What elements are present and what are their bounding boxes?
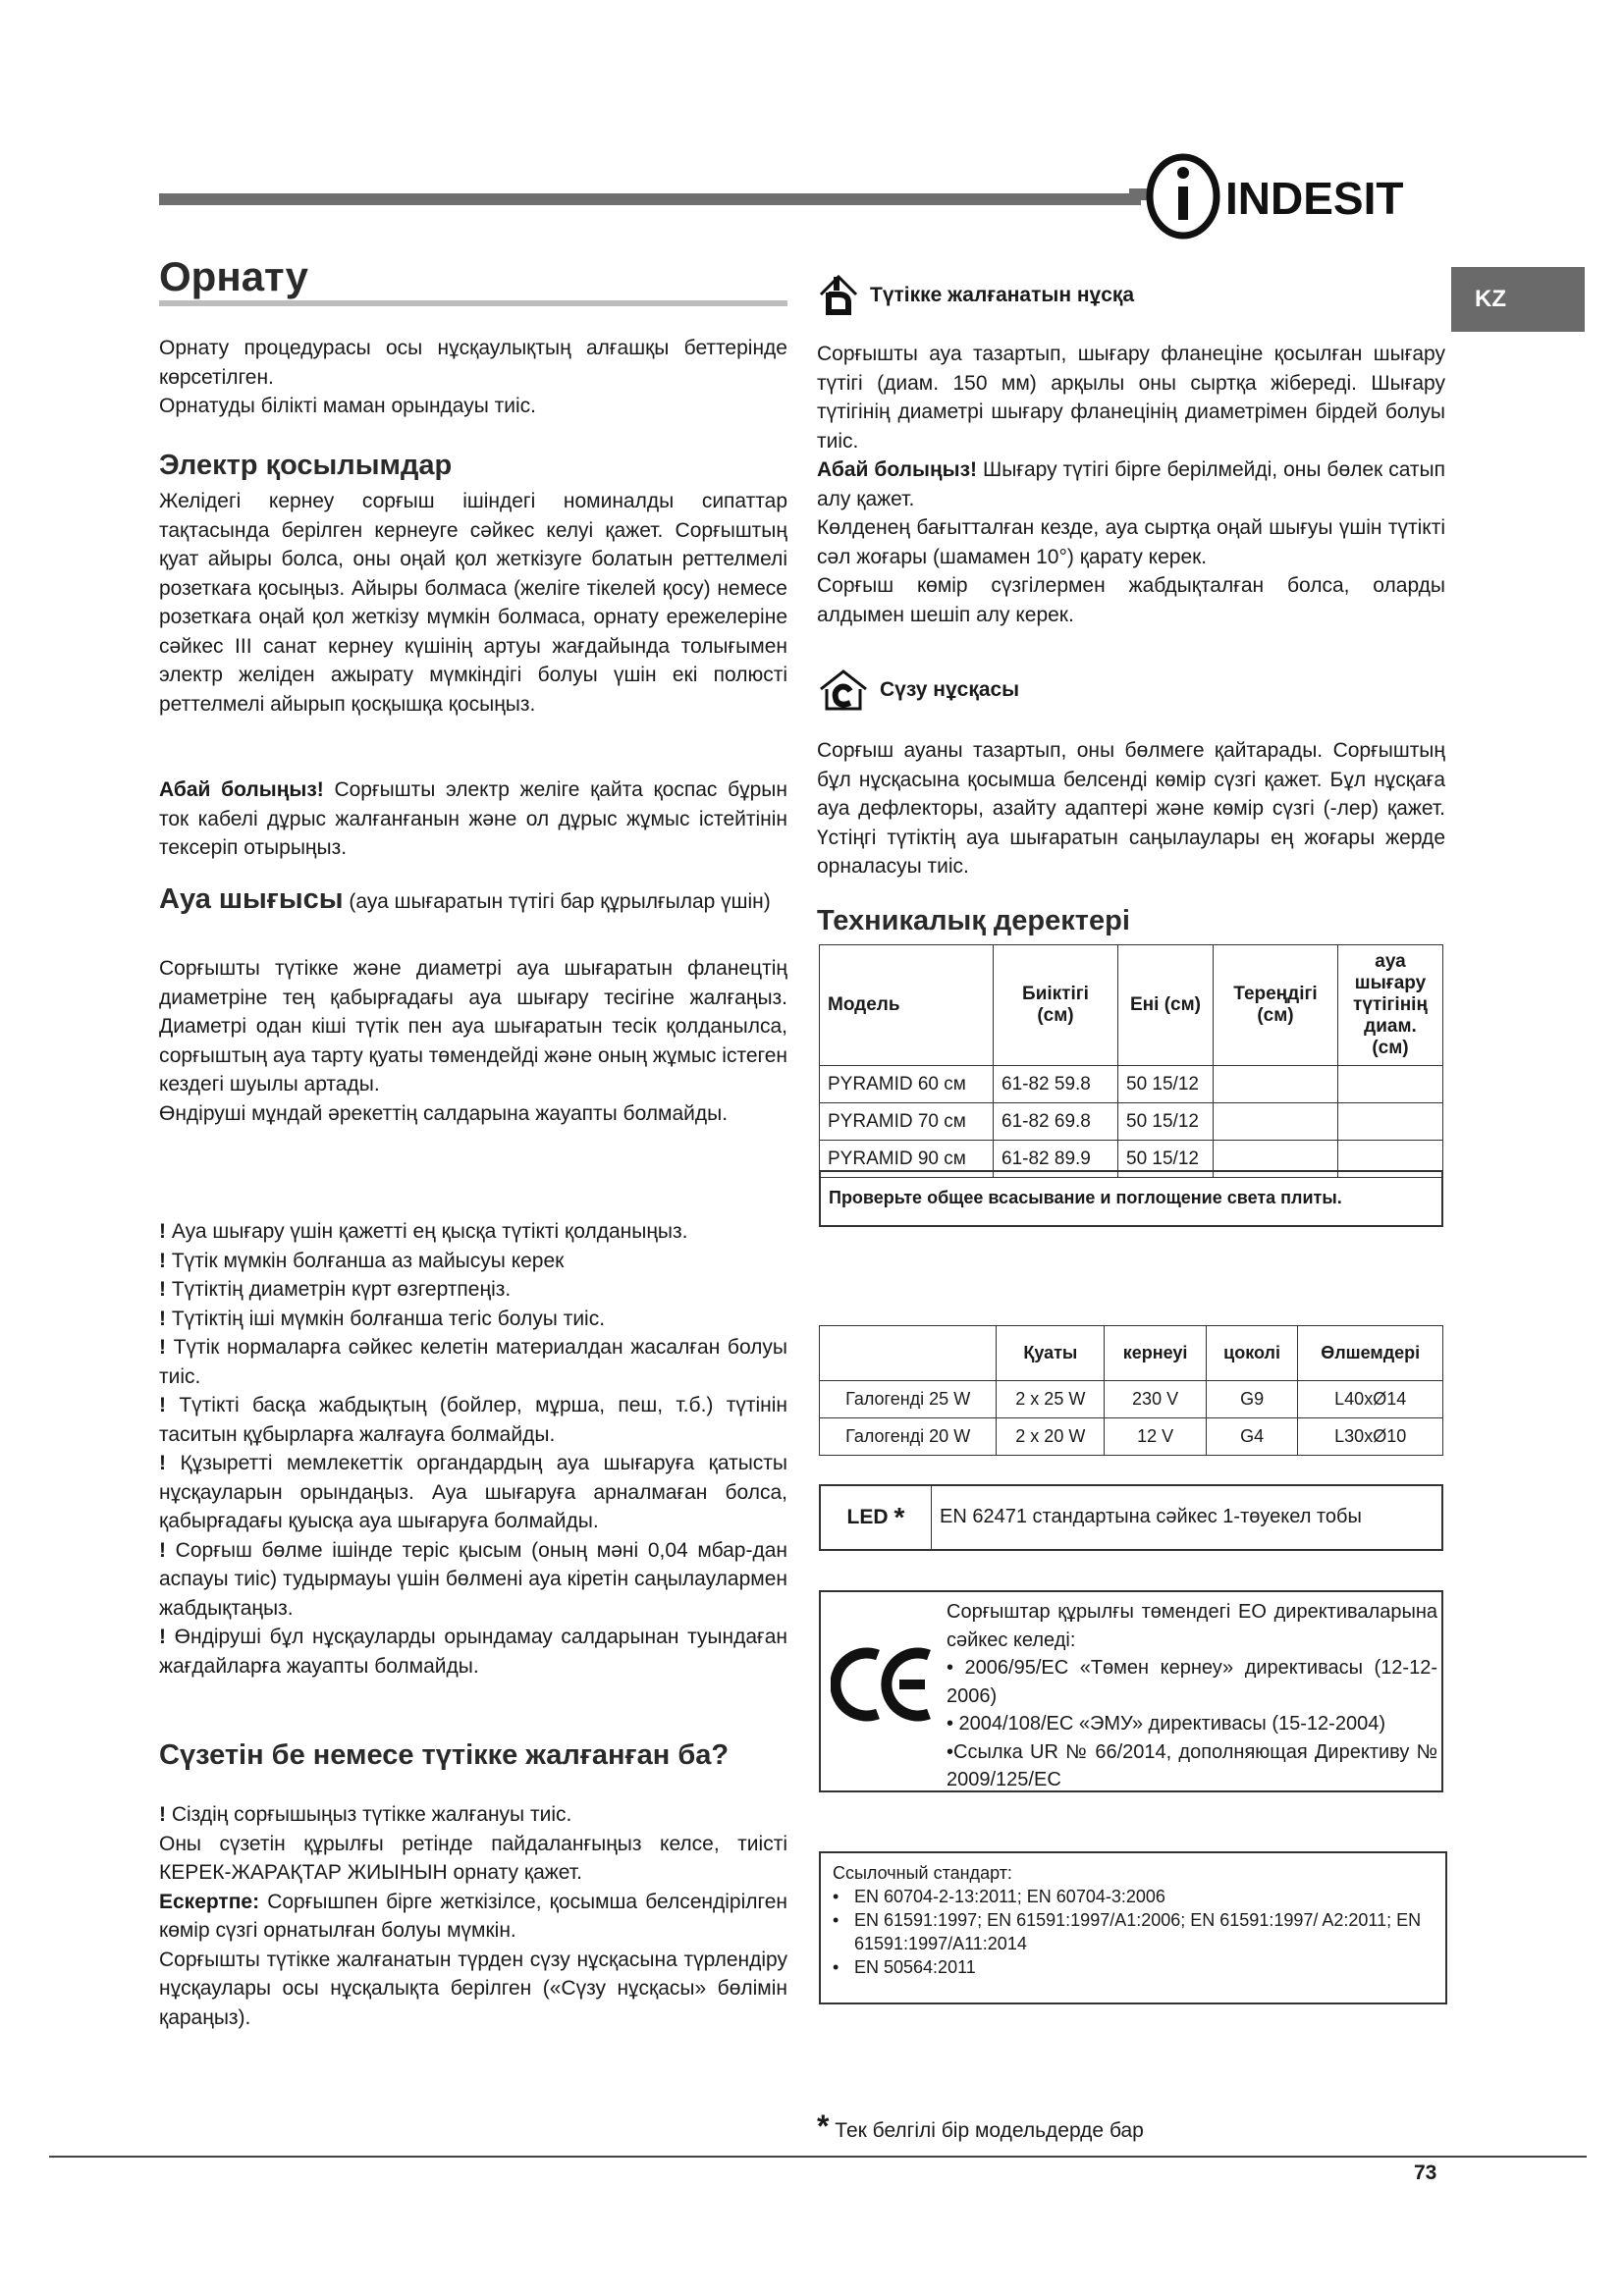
standard-item: • EN 50564:2011 xyxy=(833,1957,976,1977)
air-notes xyxy=(159,1217,787,1681)
warning-text: Сорғышты электр желіге қайта қоспас бұрын ток кабелі дұрыс жалғанғанын және ол дұрыс жұмыс істейтінін тексеріп отырыңыз. xyxy=(159,778,787,859)
col-width: Ені (см) xyxy=(1118,945,1214,1066)
ce-box xyxy=(819,1590,1443,1792)
tech-heading: Техникалық деректері xyxy=(817,905,1130,936)
ce-line: • 2004/108/EC «ЭМУ» директивасы (15-12-2004) xyxy=(947,1713,1385,1735)
led-label: LED xyxy=(846,1506,889,1528)
filter-heading: Сүзу нұсқасы xyxy=(880,678,1020,701)
note-item: ! Құзыретті мемлекеттік органдардың ауа шығаруға қатысты нұсқауларын орындаңыз. Ауа шығаруға арналмаған болса, қабырғадағы қуысқа ауа шығаруға болмайды. xyxy=(159,1452,788,1532)
filter-text-2: Сорғышты түтікке жалғанатын түрден сүзу нұсқасына түрлендіру нұсқаулары осы нұсқалықта берілген («Сүзу нұсқасы» бөлімін қараңыз). xyxy=(159,1948,787,2029)
ce-line: •Ссылка UR № 66/2014, дополняющая Директиву № 2009/125/EC xyxy=(947,1740,1437,1790)
note-item: ! Түтік нормаларға сәйкес келетін материалдан жасалған болуы тиіс. xyxy=(159,1336,788,1388)
table-header-row: Қуаты кернеуі цоколі Өлшемдері xyxy=(820,1326,1443,1381)
header-rule xyxy=(159,193,1141,205)
note-item: ! Түтікті басқа жабдықтың (бойлер, мұрша, пеш, т.б.) түтінін таситын құбырларға жалғауға болмайды. xyxy=(159,1394,787,1446)
title-underline xyxy=(159,300,787,306)
table-row: PYRAMID 60 см 61-82 59.8 50 15/12 xyxy=(820,1066,1443,1103)
ce-line: Сорғыштар құрылғы төмендегі ЕО директиваларына сәйкес келеді: xyxy=(947,1601,1437,1651)
footer-rule xyxy=(49,2156,1587,2158)
standard-item: • EN 60704-2-13:2011; EN 60704-3:2006 xyxy=(833,1887,1165,1906)
filter-block xyxy=(817,736,1445,881)
standard-item: • EN 61591:1997; EN 61591:1997/A1:2006; EN 61591:1997/ A2:2011; EN 61591:1997/A11:2014 xyxy=(833,1910,1422,1953)
note-item: ! Сорғыш бөлме ішінде теріс қысым (оның мәні 0,04 мбар-дан аспауы тиіс) тудырмауы үшін бөлмені ауа кіретін саңылаулармен жабдықтаңыз. xyxy=(159,1538,787,1620)
duct-block xyxy=(817,340,1445,629)
note-label: Ескертпе: xyxy=(159,1890,260,1913)
electric-heading: Электр қосылымдар xyxy=(159,450,453,481)
table-row: PYRAMID 70 см 61-82 69.8 50 15/12 xyxy=(820,1103,1443,1141)
duct-version-icon xyxy=(817,273,860,318)
duct-text-3: Сорғыш көмір сүзгілермен жабдықталған болса, оларды алдымен шешіп алу керек. xyxy=(817,574,1445,626)
filter-text: Сорғыш ауаны тазартып, оны бөлмеге қайтарады. Сорғыштың бұл нұсқасына қосымша белсенді көмір сүзгі қажет. Бұл нұсқаға ауа дефлекторы, азайту адаптері және көмір сүзгі (-лер) қажет. Үстіңгі түтіктің ауа шығаратын саңылаулары ең жоғары жерде орналасуы тиіс. xyxy=(817,739,1445,878)
air-heading-note: (ауа шығаратын түтігі бар құрылғылар үшін) xyxy=(343,890,771,913)
air-heading-block xyxy=(159,885,787,917)
tech-table xyxy=(819,944,1443,1178)
indesit-logo xyxy=(1129,147,1453,245)
filter-question-heading: Сүзетін бе немесе түтікке жалғанған ба? xyxy=(159,1739,730,1771)
standards-box xyxy=(819,1851,1447,2004)
led-box xyxy=(819,1484,1443,1551)
filter-text-1: Оны сүзетін құрылғы ретінде пайдаланғыңыз келсе, тиісті КЕРЕК-ЖАРАҚТАР ЖИЫНЫН орнату қажет. xyxy=(159,1832,787,1884)
air-block xyxy=(159,954,787,1128)
ce-mark-icon xyxy=(831,1645,939,1724)
note-text: Сорғышпен бірге жеткізілсе, қосымша белсендірілген көмір сүзгі орнатылған болуы мүмкін. xyxy=(159,1890,787,1942)
table-header-row xyxy=(820,945,1443,1066)
brand-name: INDESIT xyxy=(1225,173,1404,224)
footnote-text: Тек белгілі бір модельдерде бар xyxy=(835,2119,1144,2142)
note-item: ! Ауа шығару үшін қажетті ең қысқа түтікті қолданыңыз. xyxy=(159,1220,688,1243)
air-heading: Ауа шығысы xyxy=(159,883,344,915)
duct-warning-text: Шығару түтігі бірге берілмейді, оны бөлек сатып алу қажет. xyxy=(817,458,1445,510)
electric-block xyxy=(159,487,787,719)
lamps-table xyxy=(819,1325,1443,1456)
filter-version-icon xyxy=(817,667,870,713)
check-note-text: Проверьте общее всасывание и поглощение света плиты. xyxy=(829,1188,1342,1207)
footnote-star: * xyxy=(817,2109,830,2144)
col-height: Биіктігі (см) xyxy=(994,945,1118,1066)
air-text-2: Өндіруші мұндай әрекеттің салдарына жауапты болмайды. xyxy=(159,1101,729,1125)
col-duct-diam: ауа шығару түтігінің диам. (см) xyxy=(1338,945,1443,1066)
intro-block xyxy=(159,334,787,421)
warning-label: Абай болыңыз! xyxy=(159,778,324,801)
note-item: ! Өндіруші бұл нұсқауларды орындамау салдарынан туындаған жағдайларға жауапты болмайды. xyxy=(159,1626,787,1678)
electric-warning xyxy=(159,775,787,863)
filter-heading-row xyxy=(817,667,1019,713)
led-label-cell xyxy=(821,1486,932,1549)
col-model: Модель xyxy=(820,945,994,1066)
filter-question-block: ! Сіздің сорғышыңыз түтікке жалғануы тиіс. Оны сүзетін құрылғы ретінде пайдаланғыңыз келсе, тиісті КЕРЕК-ЖАРАҚТАР ЖИЫНЫН орнату қажет. Ескертпе: Сорғышпен бірге жеткізілсе, қосымша белсендірілген көмір сүзгі орнатылған болуы мүмкін. Сорғышты түтікке жалғанатын түрден сүзу нұсқасына түрлендіру нұсқаулары осы нұсқалықта берілген («Сүзу нұсқасы» бөлімін қараңыз). xyxy=(159,1800,787,2032)
electric-text: Желідегі кернеу сорғыш ішіндегі номиналды сипаттар тақтасында берілген кернеуге сәйкес келуі қажет. Сорғыштың қуат айыры болса, оны оңай қол жеткізуге болатын реттелмелі розеткаға қосыңыз. Айыры болмаса (желіге тікелей қосу) немесе розеткаға оңай қол жеткізу мүмкін болмаса, орнату ережелеріне сәйкес III санат кернеу күшінің артуы жағдайында толығымен электр желіден ажырату мүмкіндігі болуы үшін екі полюсті реттелмелі айырып қосқышқа қосыңыз. xyxy=(159,490,787,716)
page-number: 73 xyxy=(1414,2162,1437,2184)
duct-text-2: Көлденең бағытталған кезде, ауа сыртқа оңай шығуы үшін түтікті сәл жоғары (шамамен 10°) қарату керек. xyxy=(817,516,1445,568)
duct-heading-row xyxy=(817,273,1134,318)
table-row: Галогенді 25 W 2 x 25 W 230 V G9 L40xØ14 xyxy=(820,1381,1443,1418)
check-note-box xyxy=(819,1170,1443,1227)
note-item: ! Түтік мүмкін болғанша аз майысуы керек xyxy=(159,1249,565,1272)
duct-text: Сорғышты ауа тазартып, шығару фланеціне қосылған шығару түтігі (диам. 150 мм) арқылы оны сыртқа жібереді. Шығару түтігінің диаметрі шығару фланецінің диаметрімен бірдей болуы тиіс. xyxy=(817,343,1445,453)
page-title: Орнату xyxy=(159,253,309,299)
led-text: EN 62471 стандартына сәйкес 1-төуекел тобы xyxy=(940,1506,1362,1527)
standards-title: Ссылочный стандарт: xyxy=(833,1863,1012,1883)
col-depth: Тереңдігі (см) xyxy=(1214,945,1338,1066)
filter-note-1: Сіздің сорғышыңыз түтікке жалғануы тиіс. xyxy=(171,1803,572,1826)
language-tab: KZ xyxy=(1451,267,1585,332)
intro-line-1: Орнату процедурасы осы нұсқаулықтың алғашқы беттерінде көрсетілген. xyxy=(159,337,787,389)
led-star: * xyxy=(893,1502,905,1532)
ce-line: • 2006/95/EC «Төмен кернеу» директивасы (12-12-2006) xyxy=(947,1657,1437,1707)
duct-warning-label: Абай болыңыз! xyxy=(817,458,978,481)
note-item: ! Түтіктің іші мүмкін болғанша тегіс болуы тиіс. xyxy=(159,1307,606,1330)
ce-text xyxy=(947,1598,1437,1794)
intro-line-2: Орнатуды білікті маман орындауы тиіс. xyxy=(159,395,537,417)
duct-heading: Түтікке жалғанатын нұсқа xyxy=(870,284,1135,306)
table-row: PYRAMID 90 см 61-82 89.9 50 15/12 xyxy=(820,1141,1443,1178)
note-item: ! Түтіктің диаметрін күрт өзгертпеңіз. xyxy=(159,1278,512,1301)
footnote xyxy=(817,2109,1144,2145)
table-row: Галогенді 20 W 2 x 20 W 12 V G4 L30xØ10 xyxy=(820,1418,1443,1456)
air-text: Сорғышты түтікке және диаметрі ауа шығаратын фланецтің диаметріне тең қабырғадағы ауа шығару тесігіне жалғаңыз. Диаметрі одан кіші түтік пен ауа шығаратын тесік қолданылса, сорғыштың ауа тарту қуаты төмендейді және оның жұмыс істеген кездегі шуылы артады. xyxy=(159,957,787,1095)
